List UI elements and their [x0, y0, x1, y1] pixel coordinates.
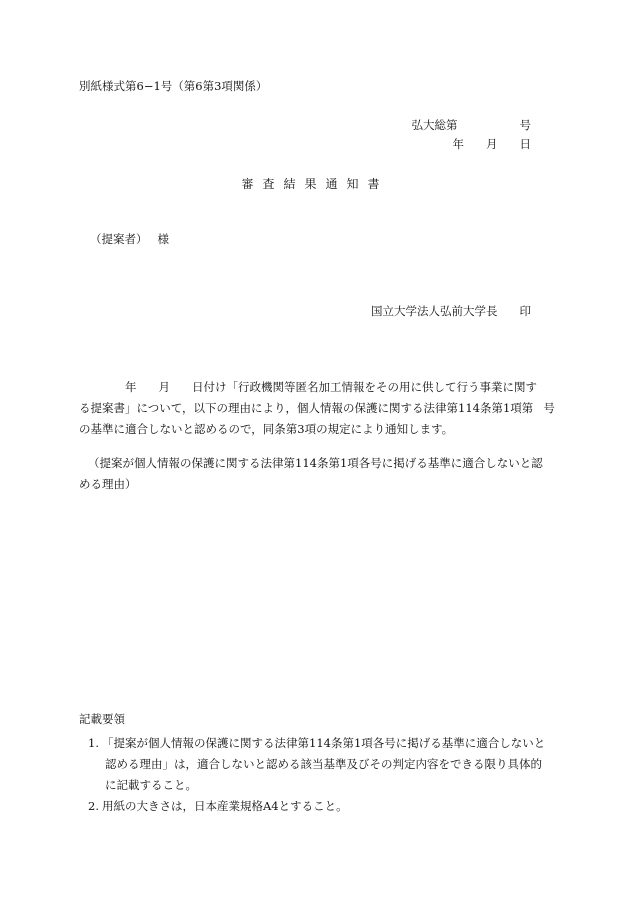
note-item-1 — [88, 733, 558, 796]
body-month: 月 — [158, 380, 170, 394]
notes-heading: 記載要領 — [79, 712, 125, 726]
body-line-3: の基準に適合しないと認めるので，同条第3項の規定により通知します。 — [79, 422, 454, 436]
document-date — [453, 139, 532, 151]
addressee-honorific: 様 — [157, 232, 169, 246]
reason-heading-line-1 — [79, 453, 551, 474]
note-line: 用紙の大きさは，日本産業規格A4とすること。 — [102, 799, 348, 813]
sender — [371, 306, 531, 318]
note-line: 「提案が個人情報の保護に関する法律第114条第1項各号に掲げる基準に適合しないと — [102, 736, 546, 750]
note-number: 2. — [88, 799, 99, 813]
body-line-2-text: る提案書」について，以下の理由により，個人情報の保護に関する法律第114条第1項第 — [79, 401, 534, 415]
body-line-2 — [79, 398, 555, 419]
document-number-prefix: 弘大総第 — [411, 118, 458, 132]
reason-heading-line-1-text: （提案が個人情報の保護に関する法律第114条第1項各号に掲げる基準に適合しないと認 — [88, 456, 543, 470]
addressee-name: （提案者） — [90, 232, 148, 246]
date-day: 日 — [519, 137, 531, 151]
notes-list — [88, 733, 558, 817]
note-line: に記載すること。 — [105, 778, 197, 792]
sender-name: 国立大学法人弘前大学長 — [371, 304, 498, 318]
addressee — [90, 234, 169, 246]
body-line-1-text: 日付け「行政機関等匿名加工情報をその用に供して行う事業に関す — [192, 380, 537, 394]
note-text — [102, 733, 558, 796]
note-number: 1. — [88, 736, 99, 750]
body-paragraph — [79, 377, 555, 440]
reason-heading — [79, 453, 551, 495]
sender-seal: 印 — [519, 304, 531, 318]
note-item-2 — [88, 796, 558, 817]
date-month: 月 — [486, 137, 498, 151]
date-year: 年 — [452, 137, 464, 151]
form-label: 別紙様式第6−1号（第6第3項関係） — [79, 79, 268, 93]
body-year: 年 — [125, 380, 137, 394]
document-title: 審査結果通知書 — [241, 177, 389, 191]
note-text — [102, 796, 558, 817]
reason-heading-line-2: める理由） — [79, 477, 137, 491]
body-line-1 — [79, 377, 549, 398]
note-line: 認める理由」は，適合しないと認める該当基準及びその判定内容をできる限り具体的 — [105, 757, 542, 771]
document-number-suffix: 号 — [519, 118, 531, 132]
body-line-2-end: 号 — [543, 401, 555, 415]
document-number — [412, 120, 532, 132]
